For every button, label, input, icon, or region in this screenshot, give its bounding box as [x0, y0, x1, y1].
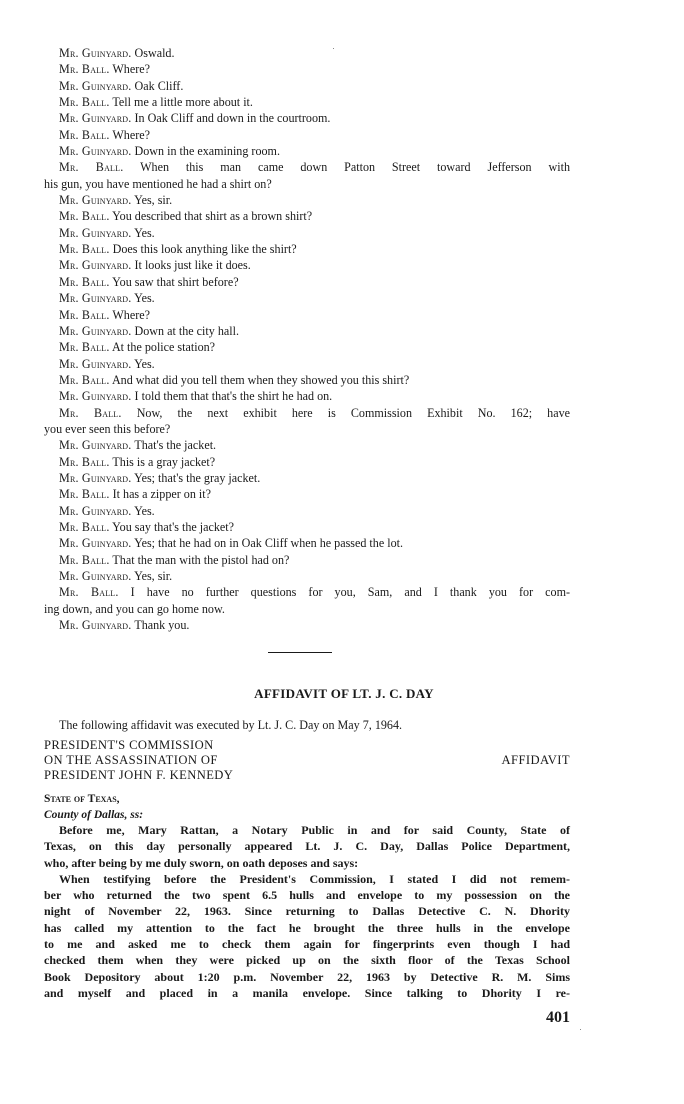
spoken-text: It has a zipper on it?	[112, 487, 212, 502]
speaker-label: Mr. Ball.	[59, 454, 110, 469]
transcript-line	[44, 241, 570, 257]
speaker-label: Mr. Ball.	[59, 307, 110, 322]
spoken-text: Yes.	[134, 291, 155, 306]
speaker-label: Mr. Ball.	[59, 340, 110, 355]
speaker-label: Mr. Guinyard.	[59, 258, 132, 273]
venue-county: County of Dallas, ss:	[44, 809, 144, 822]
spoken-text: I have no further questions for you, Sam, and I thank you for com-	[130, 585, 570, 600]
page-number: 401	[546, 1009, 570, 1026]
spoken-text: And what did you tell them when they showed you this shirt?	[111, 372, 410, 387]
affidavit-line: night of November 22, 1963. Since returning to Dallas Detective C. N. Dhority	[44, 904, 570, 919]
case-caption	[44, 738, 570, 784]
caption-line: ON THE ASSASSINATION OF	[44, 753, 218, 768]
affidavit-intro: The following affidavit was executed by Lt. J. C. Day on May 7, 1964.	[59, 718, 403, 732]
section-divider	[268, 652, 332, 653]
transcript-line	[44, 405, 570, 421]
affidavit-body	[44, 822, 570, 1001]
transcript-line	[44, 356, 570, 372]
transcript-line	[44, 110, 570, 126]
spoken-text: Tell me a little more about it.	[112, 95, 253, 110]
transcript-continuation: his gun, you have mentioned he had a shirt on?	[44, 176, 272, 191]
affidavit-line: Book Depository about 1:20 p.m. November 22, 1963 by Detective R. M. Sims	[44, 969, 570, 984]
transcript-line	[44, 388, 570, 404]
spoken-text: Now, the next exhibit here is Commission Exhibit No. 162; have	[136, 405, 570, 420]
transcript-line	[44, 503, 570, 519]
spoken-text: You say that's the jacket?	[112, 519, 235, 534]
affidavit-line: who, after being by me duly sworn, on oath deposes and says:	[44, 855, 359, 870]
transcript-line	[44, 143, 570, 159]
transcript-line	[44, 159, 570, 175]
speaker-label: Mr. Ball.	[59, 127, 110, 142]
caption-line: PRESIDENT JOHN F. KENNEDY	[44, 768, 234, 783]
transcript-line	[44, 339, 570, 355]
speaker-label: Mr. Guinyard.	[59, 323, 132, 338]
speaker-label: Mr. Guinyard.	[59, 438, 132, 453]
venue-state: State of Texas,	[44, 793, 120, 805]
spoken-text: Where?	[112, 62, 150, 77]
spoken-text: You described that shirt as a brown shirt?	[112, 209, 313, 224]
spoken-text: Yes, sir.	[134, 193, 173, 208]
affidavit-line: has called my attention to the fact he brought the three hulls in the envelope	[44, 920, 570, 935]
spoken-text: You saw that shirt before?	[112, 274, 239, 289]
speaker-label: Mr. Guinyard.	[59, 569, 132, 583]
spoken-text: Where?	[112, 307, 150, 322]
speaker-label: Mr. Guinyard.	[59, 46, 132, 60]
spoken-text: Yes.	[134, 503, 155, 518]
spoken-text: That the man with the pistol had on?	[112, 552, 290, 567]
speaker-label: Mr. Guinyard.	[59, 78, 132, 93]
print-speck	[580, 1029, 581, 1030]
speaker-label: Mr. Ball.	[59, 242, 110, 257]
affidavit-line: checked them when they were picked up on the sixth floor of the Texas School	[44, 953, 570, 968]
speaker-label: Mr. Ball.	[59, 62, 110, 77]
speaker-label: Mr. Guinyard.	[59, 225, 132, 240]
spoken-text: Does this look anything like the shirt?	[112, 242, 297, 257]
venue-block	[44, 791, 570, 824]
transcript-line	[44, 552, 570, 568]
speaker-label: Mr. Ball.	[59, 487, 110, 502]
transcript-line	[44, 437, 570, 453]
affidavit-line: Texas, on this day personally appeared Lt. J. C. Day, Dallas Police Department,	[44, 839, 570, 854]
spoken-text: It looks just like it does.	[134, 258, 251, 273]
speaker-label: Mr. Guinyard.	[59, 144, 132, 159]
spoken-text: In Oak Cliff and down in the courtroom.	[134, 111, 331, 126]
transcript-line	[44, 225, 570, 241]
affidavit-line: Before me, Mary Rattan, a Notary Public in and for said County, State of	[59, 823, 570, 837]
transcript-line	[44, 290, 570, 306]
speaker-label: Mr. Guinyard.	[59, 470, 132, 485]
speaker-label: Mr. Guinyard.	[59, 111, 132, 126]
speaker-label: Mr. Guinyard.	[59, 618, 132, 633]
spoken-text: Yes; that's the gray jacket.	[134, 470, 261, 485]
transcript-line	[44, 519, 570, 535]
spoken-text: At the police station?	[111, 340, 216, 355]
transcript-line	[44, 127, 570, 143]
transcript-line	[44, 274, 570, 290]
spoken-text: I told them that that's the shirt he had on.	[134, 389, 333, 404]
transcript-line	[44, 568, 570, 584]
transcript-line	[44, 454, 570, 470]
transcript-continuation: ing down, and you can go home now.	[44, 601, 225, 616]
speaker-label: Mr. Ball.	[59, 519, 110, 534]
transcript-line	[44, 192, 570, 208]
affidavit-line: ber who returned the two spent 6.5 hulls and envelope to my possession on the	[44, 888, 570, 903]
spoken-text: Yes.	[134, 356, 155, 371]
spoken-text: Down at the city hall.	[134, 323, 239, 338]
transcript-line	[44, 470, 570, 486]
transcript-line	[44, 61, 570, 77]
spoken-text: Oak Cliff.	[134, 78, 184, 93]
spoken-text: Where?	[112, 127, 150, 142]
speaker-label: Mr. Guinyard.	[59, 356, 132, 371]
speaker-label: Mr. Ball.	[59, 372, 110, 387]
speaker-label: Mr. Ball.	[59, 274, 110, 289]
testimony-transcript	[44, 45, 570, 633]
spoken-text: When this man came down Patton Street toward Jefferson with	[140, 160, 570, 175]
print-speck	[333, 48, 334, 49]
speaker-label: Mr. Ball.	[59, 209, 110, 224]
transcript-line	[44, 78, 570, 94]
affidavit-line: When testifying before the President's Commission, I stated I did not remem-	[59, 871, 570, 886]
speaker-label: Mr. Guinyard.	[59, 503, 132, 518]
spoken-text: That's the jacket.	[134, 438, 217, 453]
affidavit-line: to me and asked me to check them again for fingerprints even though I had	[44, 937, 570, 952]
affidavit-heading: AFFIDAVIT OF LT. J. C. DAY	[254, 686, 434, 701]
affidavit-line: and myself and placed in a manila envelope. Since talking to Dhority I re-	[44, 985, 570, 1000]
spoken-text: Yes, sir.	[134, 569, 173, 583]
spoken-text: Down in the examining room.	[134, 144, 280, 159]
speaker-label: Mr. Ball.	[59, 160, 124, 175]
transcript-continuation: you ever seen this before?	[44, 421, 171, 436]
transcript-line	[44, 584, 570, 600]
transcript-line	[44, 617, 570, 633]
transcript-line	[44, 323, 570, 339]
speaker-label: Mr. Guinyard.	[59, 389, 132, 404]
speaker-label: Mr. Guinyard.	[59, 536, 132, 551]
speaker-label: Mr. Ball.	[59, 405, 122, 420]
spoken-text: Thank you.	[134, 618, 190, 633]
transcript-line	[44, 94, 570, 110]
transcript-line	[44, 486, 570, 502]
caption-affidavit-label: AFFIDAVIT	[501, 753, 570, 768]
caption-line: PRESIDENT'S COMMISSION	[44, 738, 214, 752]
transcript-line	[44, 208, 570, 224]
speaker-label: Mr. Ball.	[59, 95, 110, 110]
transcript-line	[44, 372, 570, 388]
transcript-line	[44, 257, 570, 273]
transcript-line	[44, 45, 570, 61]
transcript-line	[44, 535, 570, 551]
transcript-line	[44, 307, 570, 323]
spoken-text: This is a gray jacket?	[112, 454, 216, 469]
speaker-label: Mr. Ball.	[59, 552, 110, 567]
speaker-label: Mr. Guinyard.	[59, 291, 132, 306]
speaker-label: Mr. Guinyard.	[59, 193, 132, 208]
spoken-text: Yes; that he had on in Oak Cliff when he passed the lot.	[134, 536, 404, 551]
spoken-text: Yes.	[134, 225, 155, 240]
speaker-label: Mr. Ball.	[59, 585, 119, 600]
spoken-text: Oswald.	[134, 46, 175, 60]
